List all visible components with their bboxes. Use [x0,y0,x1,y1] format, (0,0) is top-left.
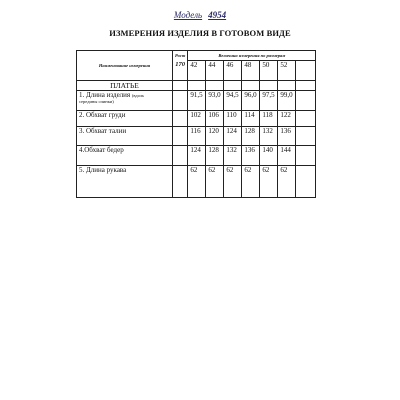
model-number: 4954 [208,10,227,20]
value-cell: 144 [278,146,296,166]
value-cell: 118 [260,111,278,127]
value-cell: 136 [278,127,296,146]
value-cell: 122 [278,111,296,127]
model-label [0,10,400,20]
value-cell: 128 [242,127,260,146]
size-cell: 50 [260,61,278,81]
height-header-label: Рост [175,53,186,58]
table-row [77,146,316,166]
value-cell: 106 [206,111,224,127]
value-cell: 136 [242,146,260,166]
value-cell: 140 [260,146,278,166]
section-row [77,81,316,91]
value-cell: 62 [260,166,278,198]
measurement-note: середины спинки) [79,99,114,104]
table-row [77,91,316,111]
value-cell: 116 [188,127,206,146]
value-cell: 96,0 [242,91,260,111]
value-cell: 110 [224,111,242,127]
model-label-text: Модель [173,10,203,20]
value-cell: 62 [242,166,260,198]
table-row [77,166,316,198]
measurement-name: 1. Длина изделия (вдоль середины спинки) [77,91,173,111]
value-cell: 102 [188,111,206,127]
value-cell: 124 [188,146,206,166]
table-row [77,127,316,146]
value-cell: 132 [224,146,242,166]
measurement-name: 3. Обхват талии [77,127,173,146]
value-cell: 132 [260,127,278,146]
value-cell: 62 [188,166,206,198]
value-cell: 124 [224,127,242,146]
size-cell [296,61,316,81]
size-cell: 48 [242,61,260,81]
value-cell: 128 [206,146,224,166]
measurement-name: 2. Обхват груди [77,111,173,127]
value-cell: 62 [278,166,296,198]
size-cell: 44 [206,61,224,81]
height-value: 170 [175,61,186,68]
measurements-table [76,50,316,198]
value-cell: 91,5 [188,91,206,111]
value-cell: 62 [206,166,224,198]
measurement-name: 5. Длина рукава [77,166,173,198]
value-cell [296,127,316,146]
value-cell: 120 [206,127,224,146]
value-cell [296,146,316,166]
value-cell: 94,5 [224,91,242,111]
values-column-header: Величина измерения по размерам [188,51,316,61]
name-column-header: Наименование измерения [77,51,173,81]
measurement-name: 4.Обхват бедер [77,146,173,166]
table-row [77,111,316,127]
section-title: ПЛАТЬЕ [77,81,173,91]
value-cell: 97,5 [260,91,278,111]
value-cell [296,111,316,127]
value-cell: 62 [224,166,242,198]
value-cell: 93,0 [206,91,224,111]
size-cell: 52 [278,61,296,81]
size-cell: 42 [188,61,206,81]
size-cell: 46 [224,61,242,81]
value-cell [296,166,316,198]
value-cell [296,91,316,111]
page-title: ИЗМЕРЕНИЯ ИЗДЕЛИЯ В ГОТОВОМ ВИДЕ [109,28,291,38]
height-column-header [173,51,188,81]
value-cell: 114 [242,111,260,127]
value-cell: 99,0 [278,91,296,111]
